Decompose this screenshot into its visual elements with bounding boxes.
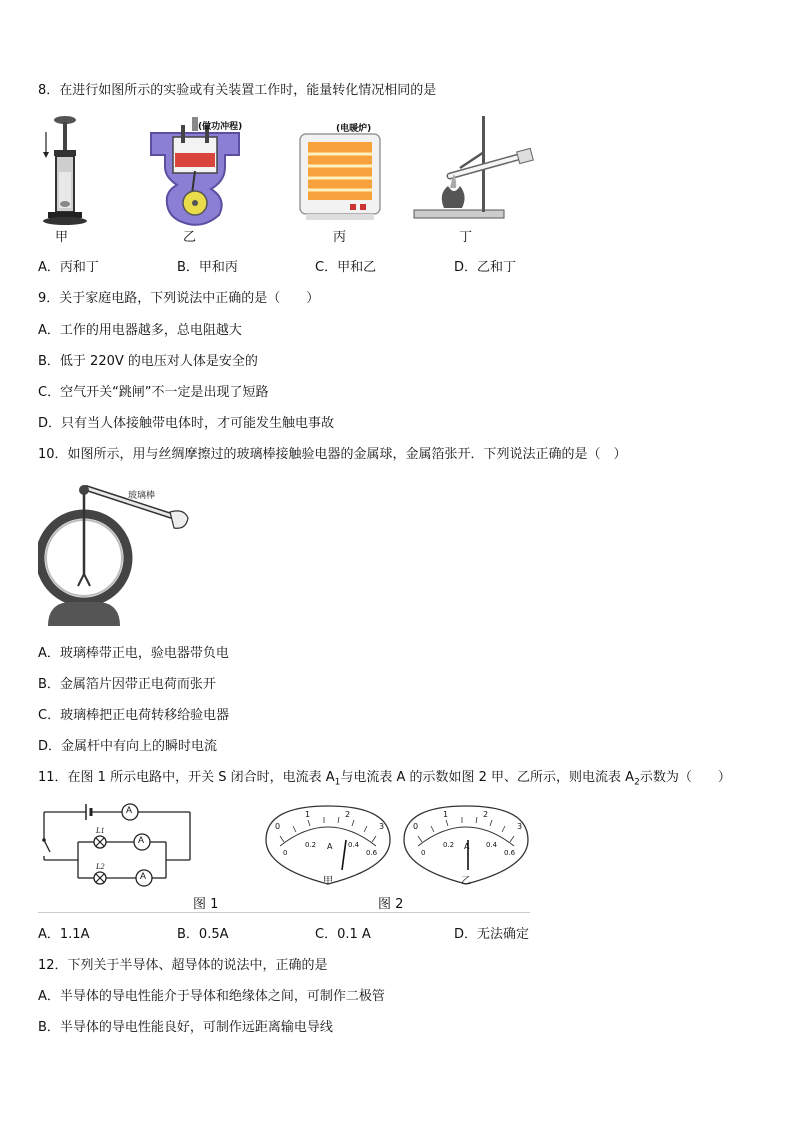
meter-yi-top-2: 2 [483, 810, 489, 819]
q10-option-d[interactable]: D．金属杆中有向上的瞬时电流 [38, 739, 218, 754]
q8-option-d[interactable]: D．乙和丁 [454, 260, 517, 275]
q11-option-c[interactable]: C．0.1 A [315, 927, 371, 942]
lamp-label-l2: L2 [96, 862, 105, 871]
meter-jia-top-0: 0 [275, 822, 281, 831]
q9-option-b[interactable]: B．低于 220V 的电压对人体是安全的 [38, 354, 258, 369]
engine-caption: (做功冲程) [198, 122, 243, 132]
q11-option-a[interactable]: A．1.1A [38, 927, 90, 942]
meter-yi-unit: A [464, 842, 470, 851]
q11-stem: 11．在图 1 所示电路中，开关 S 闭合时，电流表 $A_1$与电流表 A 的示数如图 2 甲、乙所示，则电流表 $A_2$示数为（ ） [38, 770, 731, 788]
meter-jia-unit: A [327, 842, 333, 851]
ammeter-symbol-main: A [126, 805, 133, 815]
q10-stem: 10．如图所示，用与丝绸摩擦过的玻璃棒接触验电器的金属球，金属箔张开．下列说法正确的是（ ） [38, 447, 627, 462]
meter-yi-bottom-1: 0.2 [443, 841, 455, 849]
meter-yi-bottom-0: 0 [421, 849, 426, 857]
q12-option-b[interactable]: B．半导体的导电性能良好，可制作远距离输电导线 [38, 1020, 333, 1035]
q9-option-a[interactable]: A．工作的用电器越多，总电阻越大 [38, 323, 242, 338]
fig-electric-heater [298, 132, 382, 222]
fig1-label: 图 1 [193, 897, 219, 912]
meter-label-jia: 甲 [323, 876, 333, 887]
meter-label-yi: 乙 [461, 876, 471, 887]
lamp-label-l1: L1 [96, 826, 105, 835]
meter-jia-bottom-0: 0 [283, 849, 288, 857]
fig-piston-compression [38, 112, 98, 230]
q9-option-c[interactable]: C．空气开关“跳闸”不一定是出现了短路 [38, 385, 269, 400]
fig-electroscope [38, 478, 198, 628]
meter-jia-top-1: 1 [305, 810, 311, 819]
fig-engine-power-stroke [145, 115, 245, 230]
q11-option-d[interactable]: D．无法确定 [454, 927, 530, 942]
q10-option-b[interactable]: B．金属箔片因带正电荷而张开 [38, 677, 216, 692]
q8-option-c[interactable]: C．甲和乙 [315, 260, 377, 275]
fig-label-jia: 甲 [55, 230, 69, 245]
meter-yi-top-0: 0 [413, 822, 419, 831]
ammeter-symbol-a2: A [140, 871, 147, 881]
q9-stem: 9．关于家庭电路，下列说法中正确的是（ ） [38, 291, 320, 306]
q12-option-a[interactable]: A．半导体的导电性能介于导体和绝缘体之间，可制作二极管 [38, 989, 385, 1004]
q8-option-a[interactable]: A．丙和丁 [38, 260, 99, 275]
meter-jia-bottom-2: 0.4 [348, 841, 360, 849]
heater-caption: (电暖炉) [336, 124, 372, 134]
q8-option-b[interactable]: B．甲和丙 [177, 260, 238, 275]
fig2-label: 图 2 [378, 897, 404, 912]
meter-yi-top-1: 1 [443, 810, 449, 819]
meter-yi-top-3: 3 [517, 822, 523, 831]
figure-divider [38, 912, 530, 913]
meter-jia-top-2: 2 [345, 810, 351, 819]
meter-jia-bottom-3: 0.6 [366, 849, 378, 857]
q10-option-a[interactable]: A．玻璃棒带正电，验电器带负电 [38, 646, 229, 661]
fig-label-ding: 丁 [459, 230, 473, 245]
q10-option-c[interactable]: C．玻璃棒把正电荷转移给验电器 [38, 708, 230, 723]
fig1-circuit [38, 800, 198, 890]
q12-stem: 12．下列关于半导体、超导体的说法中，正确的是 [38, 958, 328, 973]
fig-label-yi: 乙 [183, 230, 197, 245]
fig-test-tube-heating [410, 112, 550, 227]
meter-yi-bottom-3: 0.6 [504, 849, 516, 857]
glass-rod-label: 玻璃棒 [128, 491, 156, 501]
q11-option-b[interactable]: B．0.5A [177, 927, 229, 942]
meter-jia-bottom-1: 0.2 [305, 841, 317, 849]
meter-yi-bottom-2: 0.4 [486, 841, 498, 849]
meter-jia-top-3: 3 [379, 822, 385, 831]
ammeter-symbol-a1: A [138, 835, 145, 845]
fig-label-bing: 丙 [333, 230, 347, 245]
q9-option-d[interactable]: D．只有当人体接触带电体时，才可能发生触电事故 [38, 416, 335, 431]
q8-stem: 8．在进行如图所示的实验或有关装置工作时，能量转化情况相同的是 [38, 83, 437, 98]
